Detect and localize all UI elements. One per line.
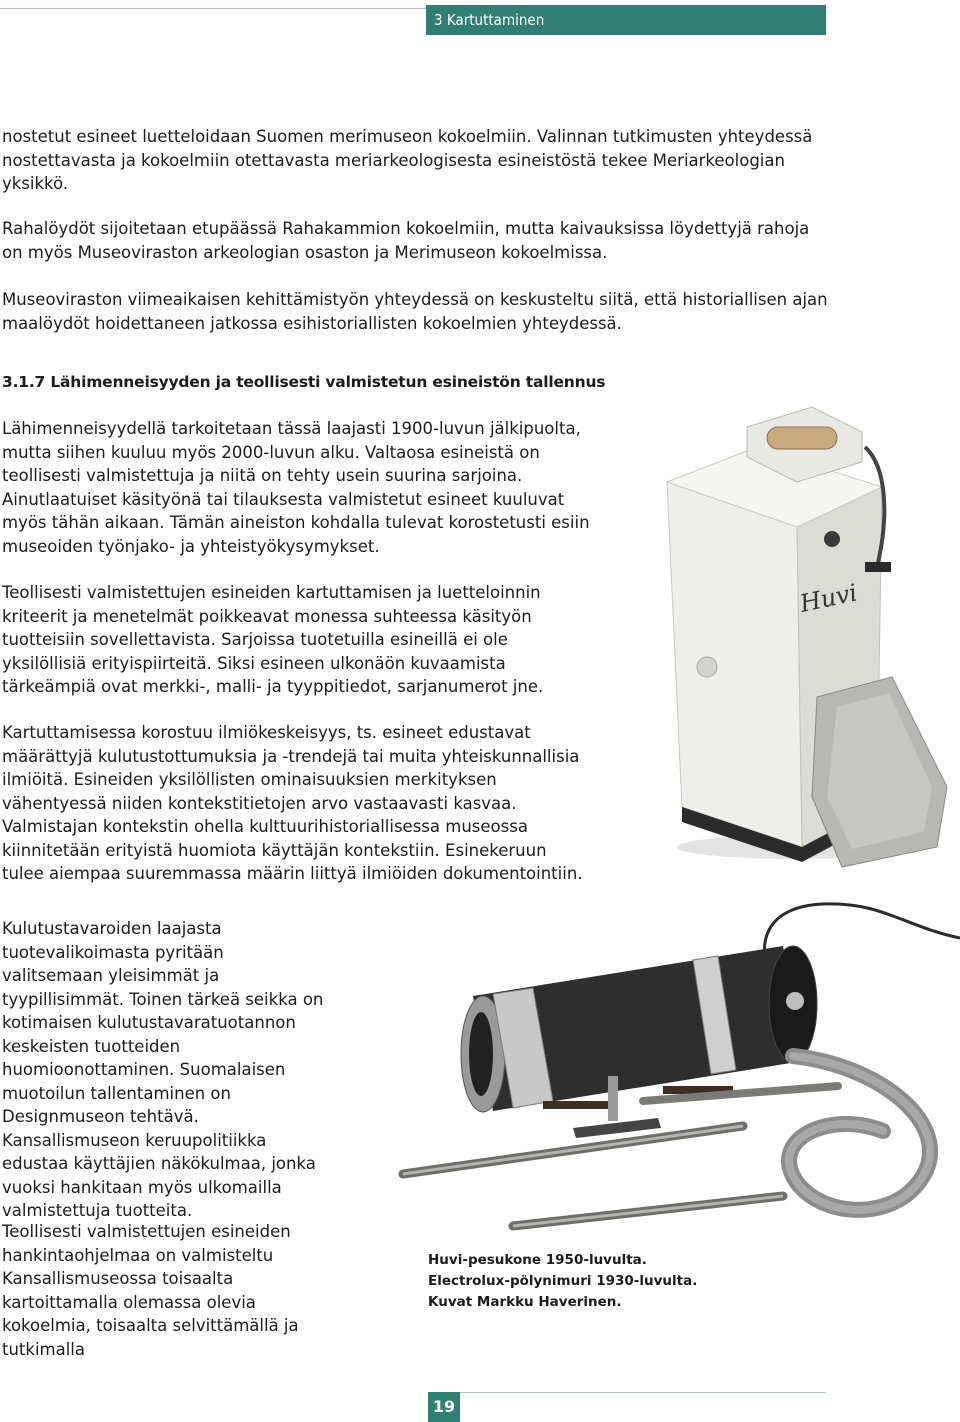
caption-line-2: Electrolux-pölynimuri 1930-luvulta. xyxy=(428,1273,698,1289)
paragraph-7: Kulutustavaroiden laajasta tuotevalikoimasta pyritään valitsemaan yleisimmät ja tyypillisimmät. Toinen tärkeä seikka on kotimaisen kulutustavaratuotannon keskeisten tuotteiden huomioonottaminen. Suomalaisen muotoilun tallentaminen on Designmuseon tehtävä. Kansallismuseon keruupolitiikka edustaa käyttäjien näkökulmaa, jonka vuoksi hankitaan myös ulkomailla valmistettuja tuotteita. xyxy=(2,919,324,1220)
paragraph-2: Rahalöydöt sijoitetaan etupäässä Rahakammion kokoelmiin, mutta kaivauksissa löydettyjä rahoja on myös Museoviraston arkeologian osaston ja Merimuseon kokoelmissa. xyxy=(2,219,810,262)
paragraph-3: Museoviraston viimeaikaisen kehittämistyön yhteydessä on keskusteltu siitä, että historiallisen ajan maalöydöt hoidettaneen jatkossa esihistoriallisten kokoelmien yhteydessä. xyxy=(2,290,828,333)
washing-machine-photo xyxy=(627,377,960,886)
section-heading: 3.1.7 Lähimenneisyyden ja teollisesti valmistetun esineistön tallennus xyxy=(2,373,606,391)
caption-line-1: Huvi-pesukone 1950-luvulta. xyxy=(428,1252,647,1268)
paragraph-4: Lähimenneisyydellä tarkoitetaan tässä laajasti 1900-luvun jälkipuolta, mutta siihen kuuluu myös 2000-luvun alku. Valtaosa esineistä on teollisesti valmistettuja ja niitä on tehty usein suurina sarjoina. Ainutlaatuiset käsityönä tai tilauksesta valmistetut esineet kuuluvat myös tähän aikaan. Tämän aineiston kohdalla tulevat korostetusti esiin museoiden työnjako- ja yhteistyökysymykset. xyxy=(2,419,590,556)
paragraph-6: Kartuttamisessa korostuu ilmiökeskeisyys, ts. esineet edustavat määrättyjä kulutustottumuksia ja -trendejä tai muita yhteiskunnallisia ilmiöitä. Esineiden yksilöllisten ominaisuuksien merkityksen vähentyessä niiden kontekstitietojen arvo vastaavasti kasvaa. Valmistajan kontekstin ohella kulttuurihistoriallisessa museossa kiinnitetään erityistä huomiota käyttäjän kontekstiin. Esinekeruun tulee aiempaa suuremmassa määrin liittyä ilmiöiden dokumentointiin. xyxy=(2,723,583,883)
paragraph-1: nostetut esineet luetteloidaan Suomen merimuseon kokoelmiin. Valinnan tutkimusten yhteydessä nostettavasta ja kokoelmiin otettavasta meriarkeologisesta esineistöstä tekee Meriarkeologian yksikkö. xyxy=(2,127,813,193)
washing-machine-illustration xyxy=(627,377,960,886)
paragraph-8: Teollisesti valmistettujen esineiden hankintaohjelmaa on valmisteltu Kansallismuseossa toisaalta kartoittamalla olemassa olevia kokoelmia, toisaalta selvittämällä ja tutkimalla xyxy=(2,1222,299,1359)
chapter-tab: 3 Kartuttaminen xyxy=(426,5,826,35)
vacuum-cleaner-photo xyxy=(363,896,960,1244)
footer-rule xyxy=(460,1392,826,1393)
caption-line-3: Kuvat Markku Haverinen. xyxy=(428,1294,622,1310)
vacuum-cleaner-illustration xyxy=(363,896,960,1244)
page-number: 19 xyxy=(428,1392,460,1422)
paragraph-5: Teollisesti valmistettujen esineiden kartuttamisen ja luetteloinnin kriteerit ja menetelmät poikkeavat monessa suhteessa käsityön tuotteisiin sovellettavista. Sarjoissa tuotetuilla esineillä ei ole yksilöllisiä erityispiirteitä. Siksi esineen ulkonäön kuvaamista tärkeämpiä ovat merkki-, malli- ja tyyppitiedot, sarjanumerot jne. xyxy=(2,583,544,696)
huvi-logo: Huvi xyxy=(797,578,860,618)
photo-caption xyxy=(428,1250,697,1313)
